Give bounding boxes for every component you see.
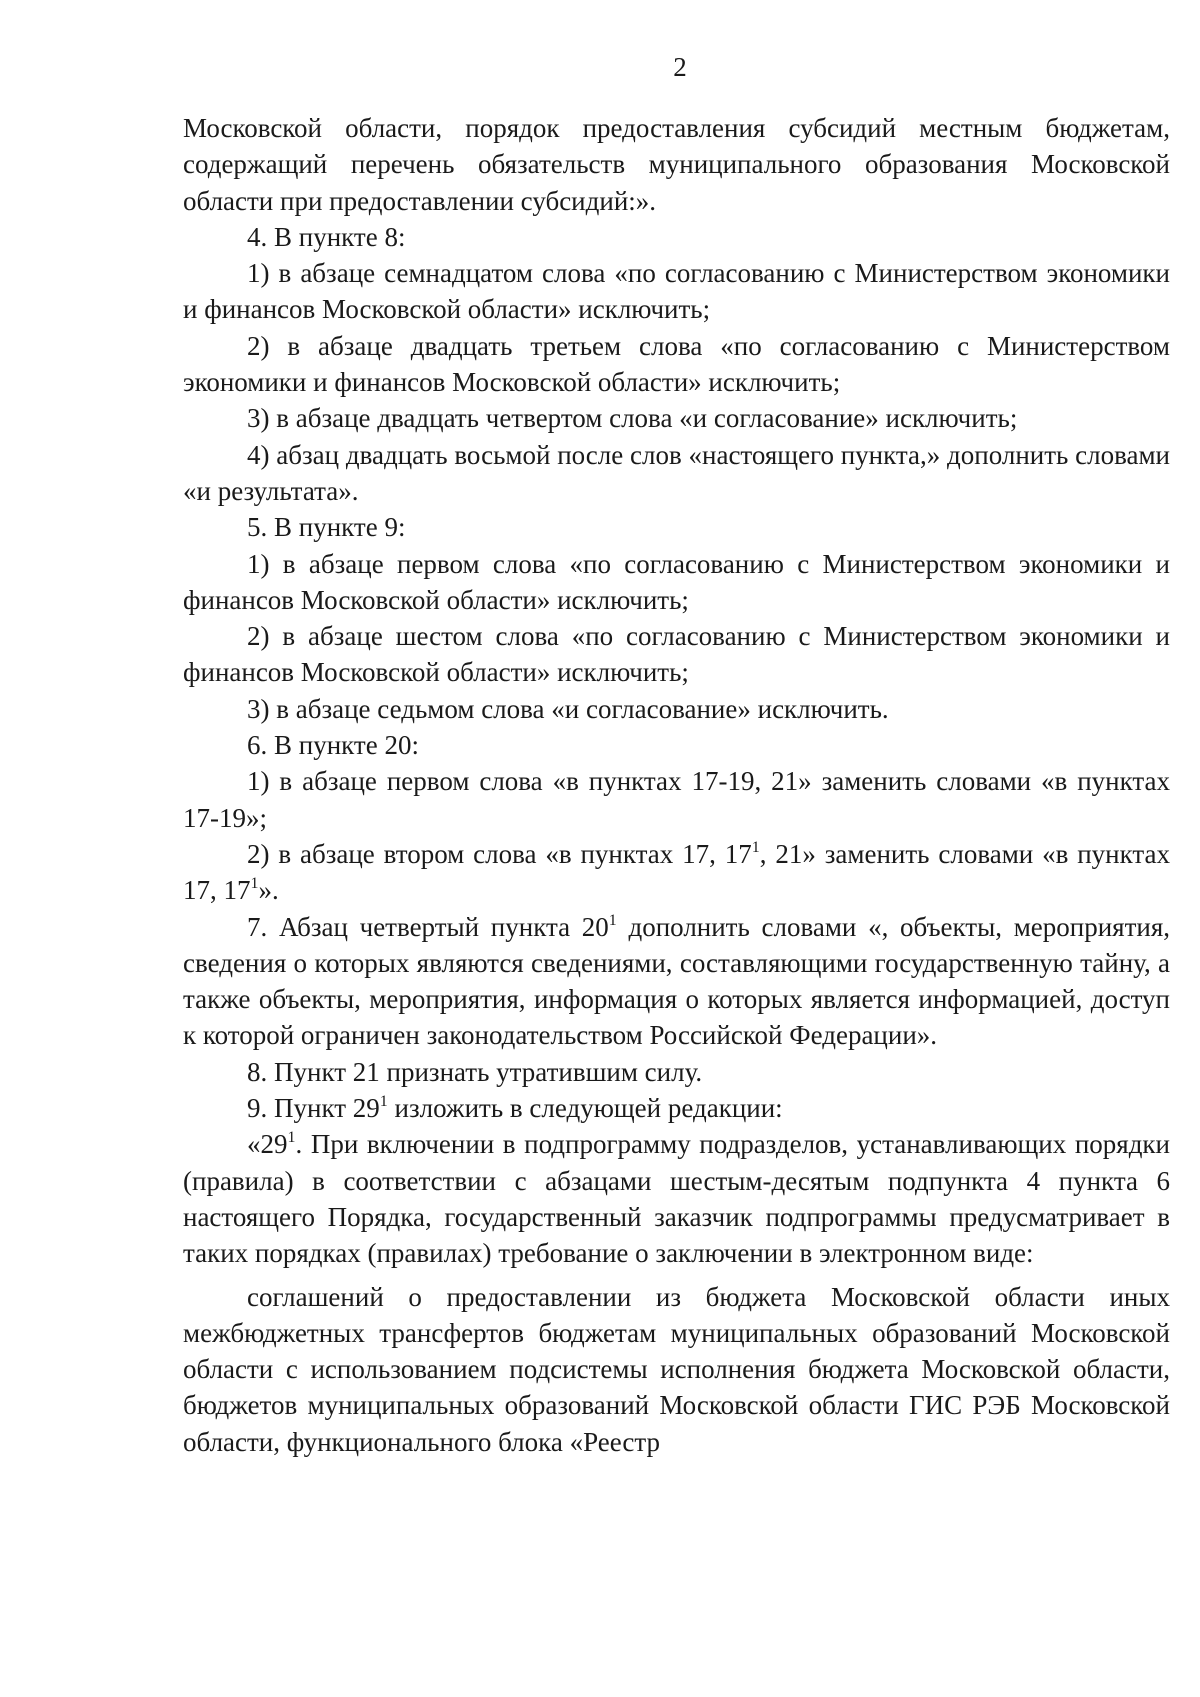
paragraph-item-4-3: 3) в абзаце двадцать четвертом слова «и согласование» исключить; [247, 403, 1018, 434]
paragraph-item-4-4: 4) абзац двадцать восьмой после слов «настоящего пункта,» дополнить словами «и результата». [183, 439, 1170, 506]
page-number: 2 [673, 52, 687, 82]
paragraph-item-4-1: 1) в абзаце семнадцатом слова «по согласованию с Министерством экономики и финансов Московской области» исключить; [183, 258, 1170, 325]
paragraph-item-4: 4. В пункте 8: [247, 221, 406, 252]
paragraph-item-6-1: 1) в абзаце первом слова «в пунктах 17-19, 21» заменить словами «в пунктах 17-19»; [183, 766, 1170, 833]
paragraph-item-5-1: 1) в абзаце первом слова «по согласованию с Министерством экономики и финансов Московской области» исключить; [183, 548, 1170, 615]
paragraph-item-29-1: «$29^1$. При включении в подпрограмму подразделов, устанавливающих порядки (правила) в соответствии с абзацами шестым-десятым подпункта 4 пункта 6 настоящего Порядка, государственный заказчик подпрограммы предусматривает в таких порядках (правилах) требование о заключении в электронном виде: [183, 1129, 1170, 1269]
paragraph-item-6: 6. В пункте 20: [247, 730, 419, 761]
paragraph-item-7: 7. Абзац четвертый пункта $20^1$ дополнить словами «, объекты, мероприятия, сведения о которых являются сведениями, составляющими государственную тайну, а также объекты, мероприятия, информация о которых является информацией, доступ к которой ограничен законодательством Российской Федерации». [183, 911, 1170, 1051]
paragraph-item-8: 8. Пункт 21 признать утратившим силу. [247, 1056, 703, 1087]
paragraph-item-9: 9. Пункт $29^1$ изложить в следующей редакции: [247, 1093, 783, 1124]
paragraph-item-5-2: 2) в абзаце шестом слова «по согласованию с Министерством экономики и финансов Московской области» исключить; [183, 621, 1170, 688]
paragraph-item-5-3: 3) в абзаце седьмом слова «и согласование» исключить. [247, 693, 889, 724]
paragraph-item-4-2: 2) в абзаце двадцать третьем слова «по согласованию с Министерством экономики и финансов Московской области» исключить; [183, 330, 1170, 398]
paragraph-item-5: 5. В пункте 9: [247, 512, 406, 543]
paragraph-continuation: Московской области, порядок предоставления субсидий местным бюджетам, содержащий перечень обязательств муниципального образования Московской области при предоставлении субсидий:». [183, 113, 1170, 216]
paragraph-item-6-2: 2) в абзаце втором слова «в пунктах 17, $17^1$, 21» заменить словами «в пунктах 17, $17^1$». [183, 838, 1170, 906]
paragraph-agreements: соглашений о предоставлении из бюджета Московской области иных межбюджетных трансфертов бюджетам муниципальных образований Московской области с использованием подсистемы исполнения бюджета Московской области, бюджетов муниципальных образований Московской области ГИС РЭБ Московской области, функционального блока «Реестр [183, 1281, 1170, 1457]
document-body [183, 110, 1170, 1460]
